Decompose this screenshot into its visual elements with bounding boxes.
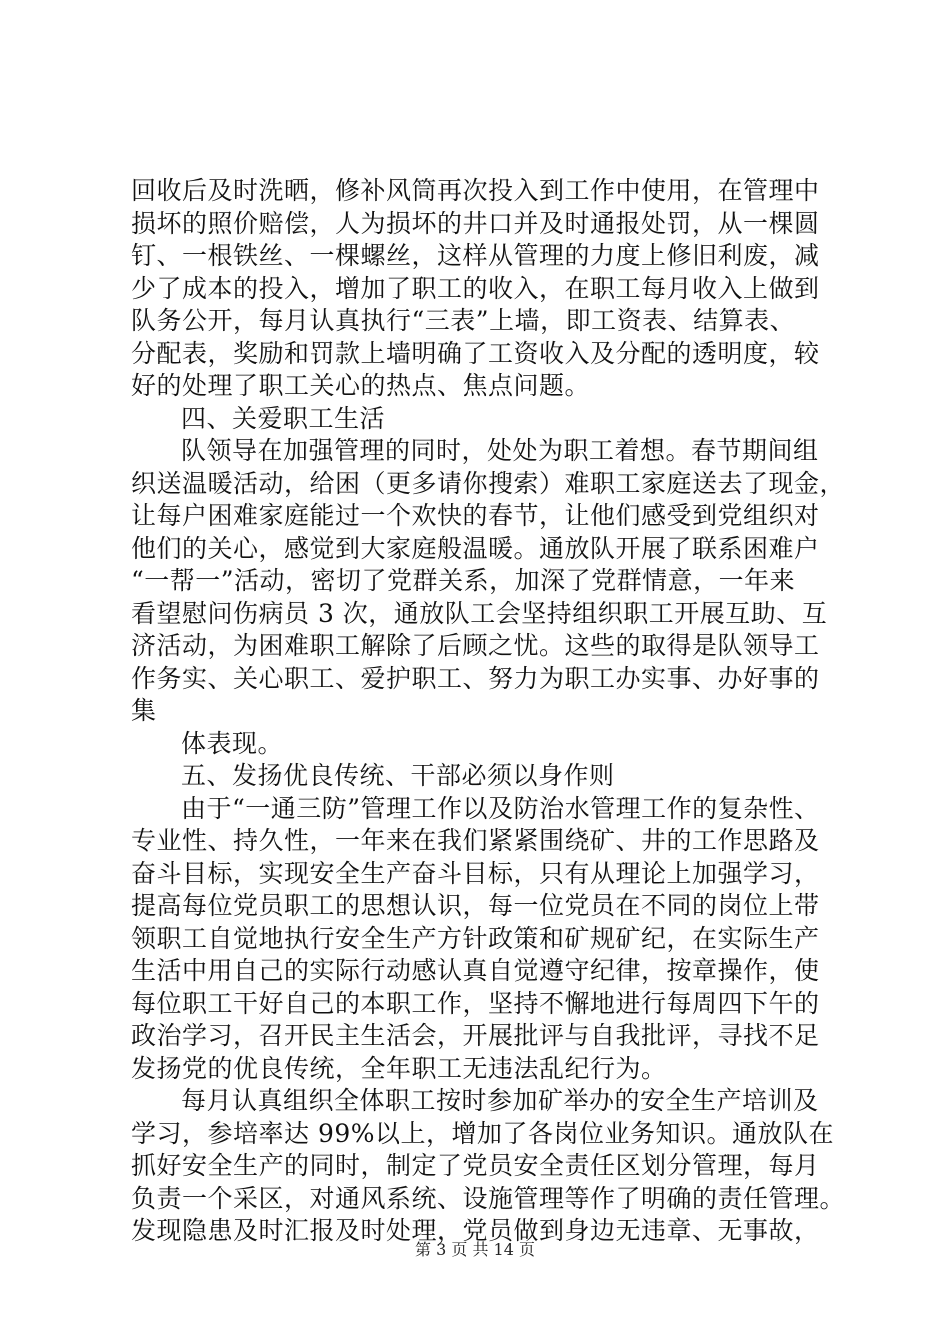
text-line: 政治学习，召开民主生活会，开展批评与自我批评，寻找不足	[131, 1021, 820, 1050]
text-line: 回收后及时洗晒，修补风筒再次投入到工作中使用，在管理中	[131, 176, 820, 205]
text-line: 五、发扬优良传统、干部必须以身作则	[181, 761, 615, 790]
text-line: 队领导在加强管理的同时，处处为职工着想。春节期间组	[181, 436, 819, 465]
text-line: 学习，参培率达 99%以上，增加了各岗位业务知识。通放队在	[131, 1118, 835, 1148]
page-number: 第 3 页 共 14 页	[415, 1240, 535, 1259]
text-line: 负责一个采区，对通风系统、设施管理等作了明确的责任管理。	[131, 1183, 846, 1213]
text-line: 生活中用自己的实际行动感认真自觉遵守纪律，按章操作，使	[131, 956, 820, 985]
text-line: 队务公开，每月认真执行“三表”上墙，即工资表、结算表、	[131, 306, 796, 335]
text-line: 领职工自觉地执行安全生产方针政策和矿规矿纪，在实际生产	[131, 923, 820, 953]
text-line: 专业性、持久性，一年来在我们紧紧围绕矿、井的工作思路及	[131, 826, 820, 855]
text-line: 好的处理了职工关心的热点、焦点问题。	[131, 371, 591, 400]
text-line: 他们的关心，感觉到大家庭般温暖。通放队开展了联系困难户	[131, 533, 820, 563]
text-line: 发扬党的优良传统，全年职工无违法乱纪行为。	[131, 1053, 667, 1083]
text-line: 少了成本的投入，增加了职工的收入，在职工每月收入上做到	[131, 273, 820, 303]
text-line: 体表现。	[181, 728, 284, 758]
text-line: 抓好安全生产的同时，制定了党员安全责任区划分管理，每月	[131, 1151, 820, 1180]
text-line: 提高每位党员职工的思想认识，每一位党员在不同的岗位上带	[131, 891, 820, 920]
text-line: 每月认真组织全体职工按时参加矿举办的安全生产培训及	[181, 1086, 819, 1115]
text-line: 钉、一根铁丝、一棵螺丝，这样从管理的力度上修旧利废，减	[131, 241, 820, 270]
text-line: 每位职工干好自己的本职工作，坚持不懈地进行每周四下午的	[131, 988, 820, 1018]
text-line: 让每户困难家庭能过一个欢快的春节，让他们感受到党组织对	[131, 501, 820, 530]
text-line: “一帮一”活动，密切了党群关系，加深了党群情意，一年来	[131, 566, 796, 595]
text-line: 集	[131, 696, 157, 725]
text-line: 发现隐患及时汇报及时处理，党员做到身边无违章、无事故，	[131, 1216, 820, 1245]
text-line: 济活动，为困难职工解除了后顾之忧。这些的取得是队领导工	[131, 631, 820, 660]
text-line: 由于“一通三防”管理工作以及防治水管理工作的复杂性、	[181, 793, 820, 823]
text-line: 分配表，奖励和罚款上墙明确了工资收入及分配的透明度，较	[131, 338, 820, 368]
text-line: 损坏的照价赔偿，人为损坏的井口并及时通报处罚，从一棵圆	[131, 208, 820, 238]
text-line: 四、关爱职工生活	[181, 403, 386, 433]
text-line: 奋斗目标，实现安全生产奋斗目标，只有从理论上加强学习，	[131, 858, 820, 888]
document-body	[131, 175, 846, 1248]
text-line: 看望慰问伤病员 3 次，通放队工会坚持组织职工开展互助、互	[131, 598, 828, 628]
text-line: 作务实、关心职工、爱护职工、努力为职工办实事、办好事的	[131, 663, 820, 693]
text-line: 织送温暖活动，给困（更多请你搜索）难职工家庭送去了现金，	[131, 468, 846, 498]
